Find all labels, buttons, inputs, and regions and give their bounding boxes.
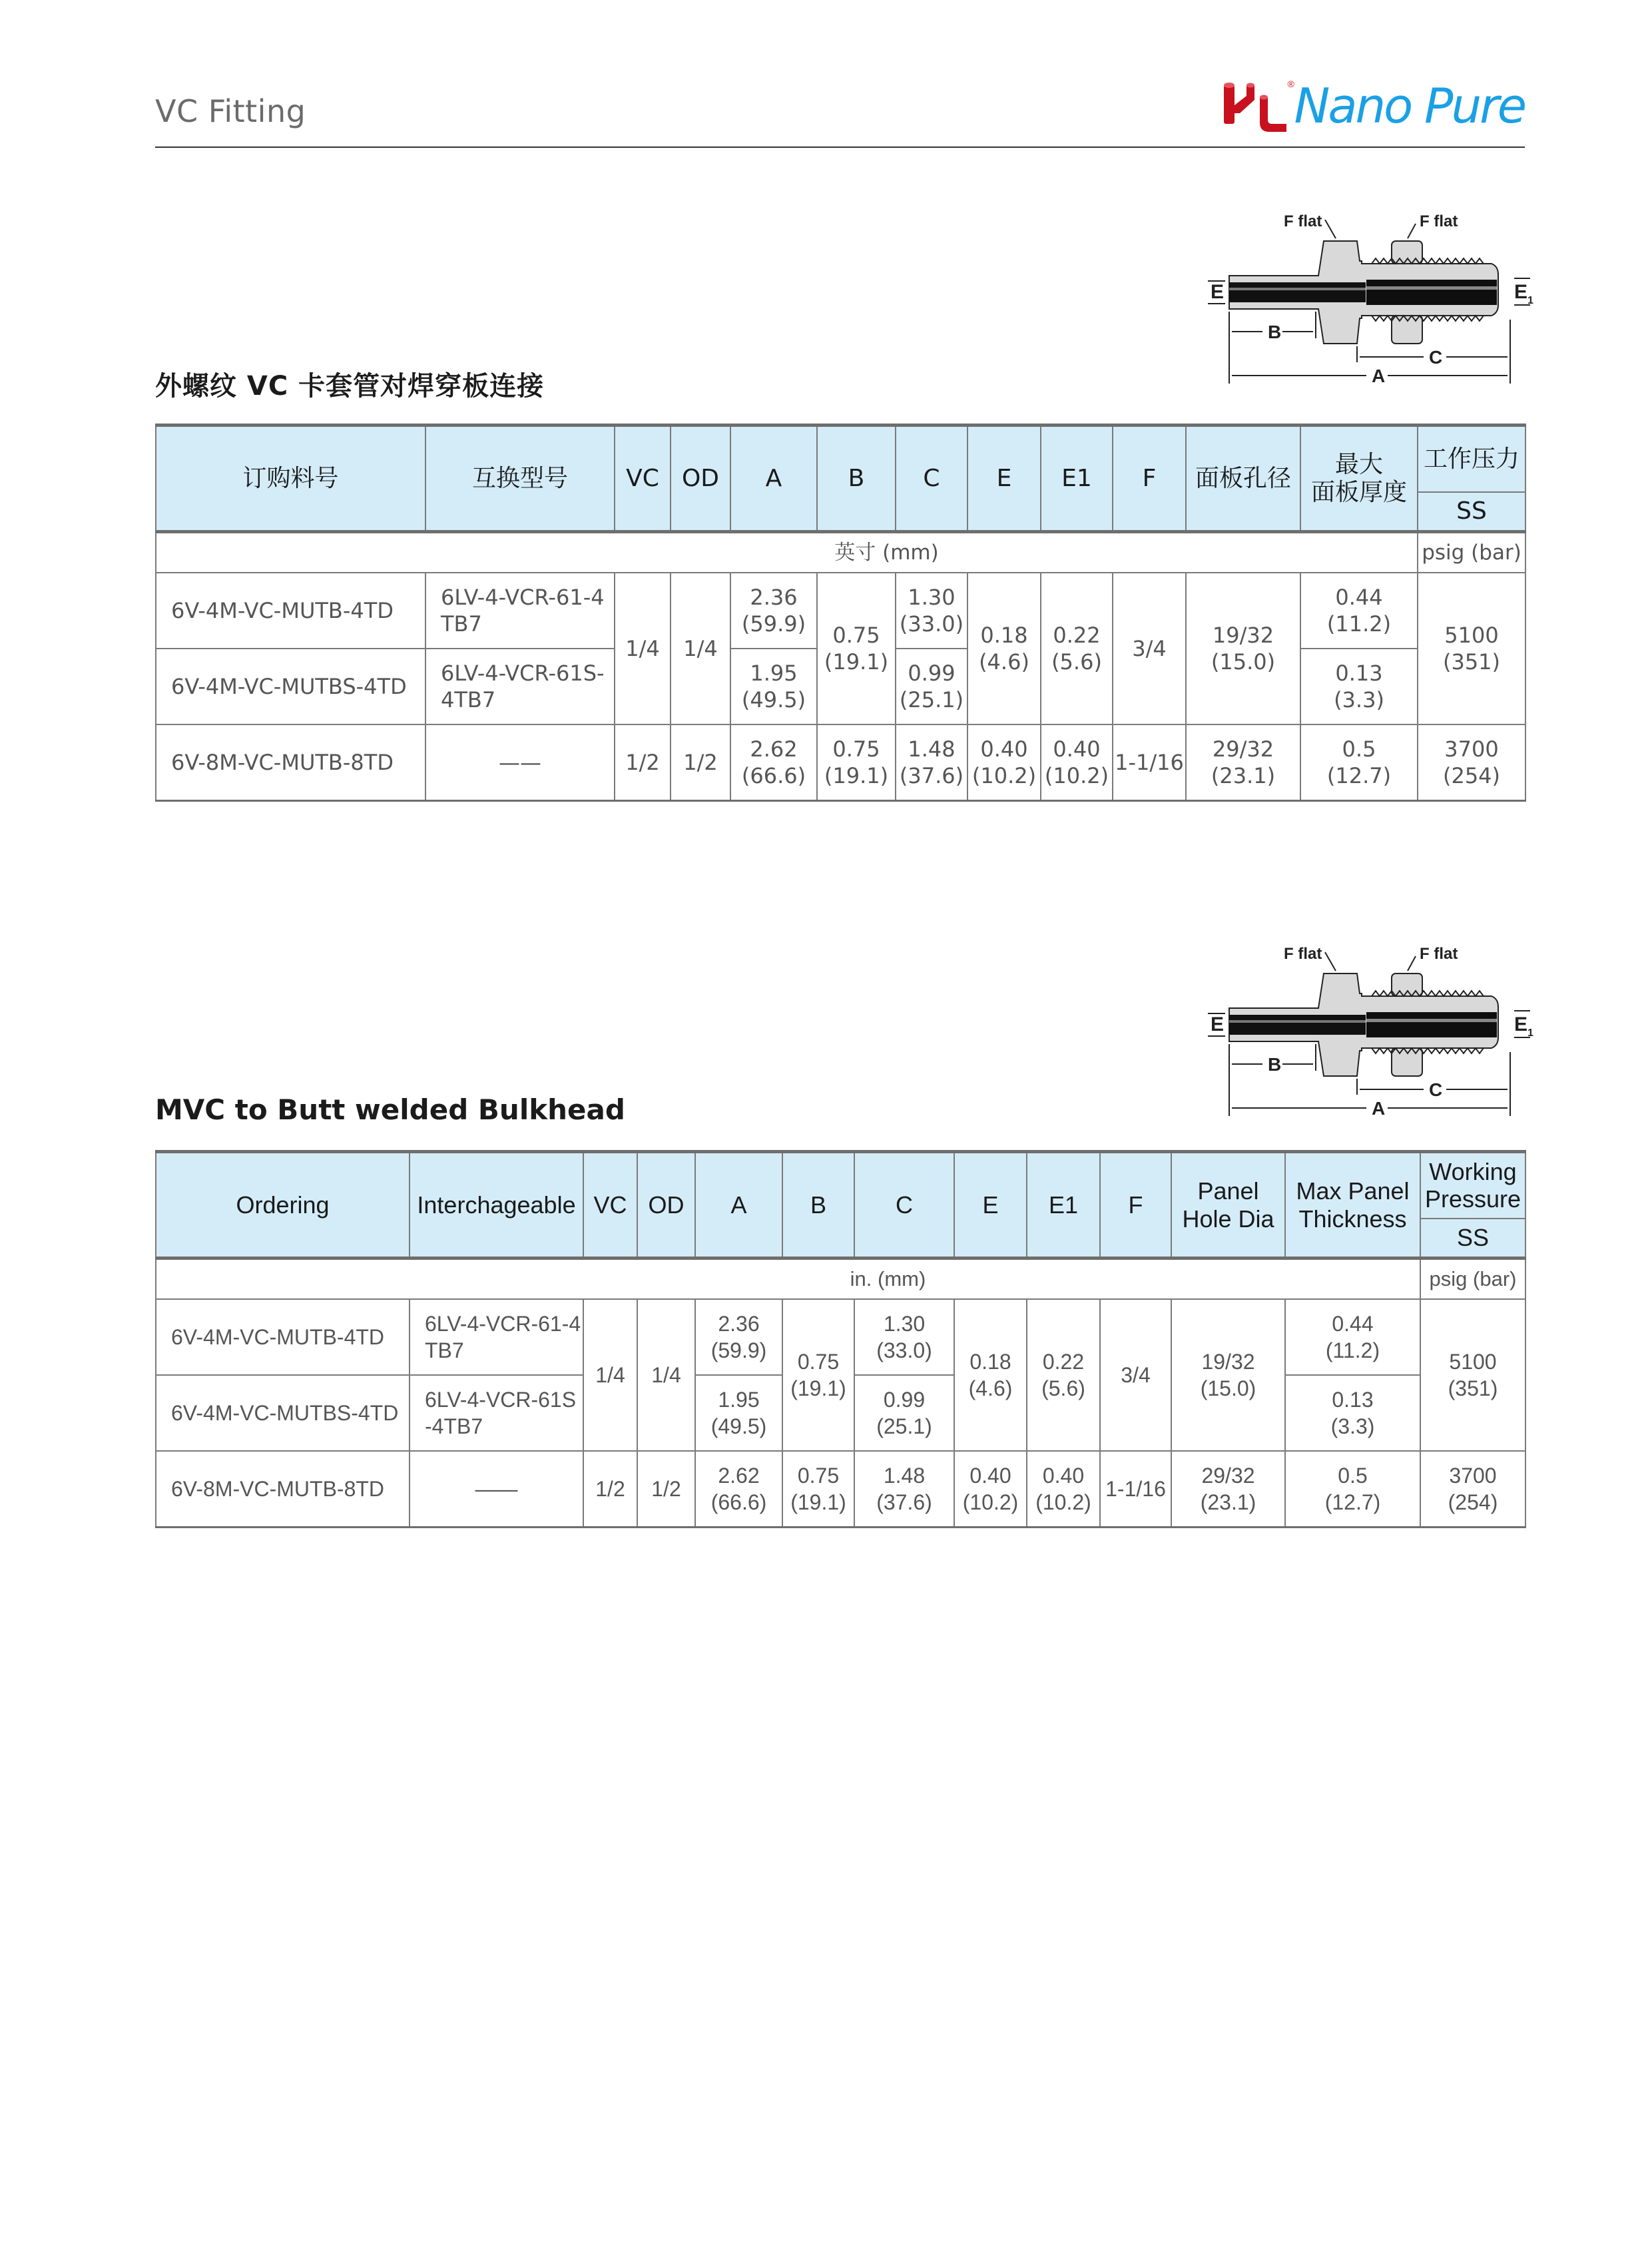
table-row [156, 573, 1525, 649]
e1-cell: 0.40 (10.2) [1041, 724, 1113, 800]
interchangeable-cell: 6LV-4-VCR-61-4TB7 [410, 1299, 583, 1375]
f-cell: 1-1/16 [1100, 1451, 1171, 1527]
col-header-od: OD [637, 1152, 695, 1259]
a-cell: 2.36 (59.9) [730, 573, 817, 649]
pressure-cell: 5100 (351) [1420, 1299, 1525, 1451]
col-header-f: F [1113, 425, 1186, 532]
vc-cell: 1/4 [615, 573, 671, 724]
col-header-b: B [817, 425, 896, 532]
col-header-interchangeable: 互换型号 [425, 425, 615, 532]
col-header-vc: VC [615, 425, 671, 532]
col-header-pressure: Working Pressure [1420, 1152, 1525, 1219]
b-cell: 0.75 (19.1) [817, 573, 896, 724]
col-header-e: E [967, 425, 1041, 532]
vc-cell: 1/2 [615, 724, 671, 800]
od-cell: 1/2 [637, 1451, 695, 1527]
col-header-e1: E1 [1041, 425, 1113, 532]
e1-cell: 0.22 (5.6) [1027, 1299, 1100, 1451]
max-panel-cell: 0.13 (3.3) [1285, 1375, 1420, 1451]
dim-e-label: E [1211, 1013, 1225, 1035]
unit-pressure: psig (bar) [1420, 1259, 1525, 1300]
f-flat-label-left: F flat [1284, 945, 1322, 963]
dim-e1-subscript: 1 [1527, 295, 1533, 306]
table-row [156, 1451, 1525, 1527]
e1-cell: 0.40 (10.2) [1027, 1451, 1100, 1527]
f-cell: 1-1/16 [1113, 724, 1186, 800]
e-cell: 0.40 (10.2) [954, 1451, 1027, 1527]
table-row [156, 1299, 1525, 1375]
col-header-a: A [695, 1152, 782, 1259]
col-header-pressure-ss: SS [1420, 1219, 1525, 1259]
unit-pressure: psig (bar) [1418, 532, 1525, 573]
section-title-cn: 外螺纹 VC 卡套管对焊穿板连接 [155, 371, 545, 402]
b-cell: 0.75 (19.1) [817, 724, 896, 800]
ordering-cell: 6V-4M-VC-MUTBS-4TD [156, 1375, 410, 1451]
spec-table-en [155, 1150, 1526, 1528]
c-cell: 1.30 (33.0) [854, 1299, 954, 1375]
interchangeable-cell: —— [410, 1451, 583, 1527]
e-cell: 0.40 (10.2) [967, 724, 1041, 800]
interchangeable-cell: 6LV-4-VCR-61-4TB7 [425, 573, 615, 649]
fitting-diagram-1 [1185, 200, 1531, 386]
dim-b-label: B [1268, 1054, 1282, 1075]
dim-a-label: A [1372, 366, 1386, 386]
od-cell: 1/2 [671, 724, 730, 800]
dim-b-label: B [1268, 322, 1282, 342]
f-cell: 3/4 [1113, 573, 1186, 724]
a-cell: 2.36 (59.9) [695, 1299, 782, 1375]
ordering-cell: 6V-8M-VC-MUTB-8TD [156, 724, 425, 800]
col-header-max-panel: Max Panel Thickness [1285, 1152, 1420, 1259]
b-cell: 0.75 (19.1) [782, 1451, 854, 1527]
ordering-cell: 6V-4M-VC-MUTB-4TD [156, 1299, 410, 1375]
page-title: VC Fitting [155, 93, 306, 129]
interchangeable-cell: 6LV-4-VCR-61S-4TB7 [410, 1375, 583, 1451]
unit-dims [156, 1259, 1420, 1300]
panel-hole-cell: 19/32 (15.0) [1171, 1299, 1285, 1451]
pressure-cell: 3700 (254) [1420, 1451, 1525, 1527]
col-header-od: OD [671, 425, 730, 532]
col-header-e: E [954, 1152, 1027, 1259]
dim-e1-label: E [1514, 1013, 1528, 1035]
f-flat-label-left: F flat [1284, 212, 1322, 230]
dim-e1-label: E [1514, 281, 1528, 303]
dim-e-label: E [1211, 281, 1225, 303]
header-divider [155, 146, 1525, 148]
dim-c-label: C [1429, 1079, 1443, 1100]
e-cell: 0.18 (4.6) [967, 573, 1041, 724]
max-panel-cell: 0.13 (3.3) [1300, 649, 1418, 724]
col-header-c: C [854, 1152, 954, 1259]
max-panel-cell: 0.5 (12.7) [1285, 1451, 1420, 1527]
interchangeable-cell: —— [425, 724, 615, 800]
col-header-b: B [782, 1152, 854, 1259]
c-cell: 1.48 (37.6) [854, 1451, 954, 1527]
dim-c-label: C [1429, 347, 1443, 368]
e1-cell: 0.22 (5.6) [1041, 573, 1113, 724]
od-cell: 1/4 [671, 573, 730, 724]
col-header-ordering: 订购料号 [156, 425, 425, 532]
section-title-en: MVC to Butt welded Bulkhead [155, 1093, 625, 1126]
col-header-interchangeable: Interchageable [410, 1152, 583, 1259]
c-cell: 0.99 (25.1) [896, 649, 967, 724]
unit-dims-text: 英寸 (mm) [834, 540, 939, 565]
kl-logo-icon [1220, 76, 1293, 136]
pressure-cell: 5100 (351) [1418, 573, 1525, 724]
max-panel-cell: 0.44 (11.2) [1300, 573, 1418, 649]
ordering-cell: 6V-8M-VC-MUTB-8TD [156, 1451, 410, 1527]
unit-dims [156, 532, 1418, 573]
a-cell: 2.62 (66.6) [730, 724, 817, 800]
col-header-f: F [1100, 1152, 1171, 1259]
ordering-cell: 6V-4M-VC-MUTB-4TD [156, 573, 425, 649]
col-header-panel-hole: Panel Hole Dia [1171, 1152, 1285, 1259]
col-header-panel-hole: 面板孔径 [1186, 425, 1300, 532]
vc-cell: 1/4 [583, 1299, 637, 1451]
e-cell: 0.18 (4.6) [954, 1299, 1027, 1451]
interchangeable-cell: 6LV-4-VCR-61S-4TB7 [425, 649, 615, 724]
a-cell: 1.95 (49.5) [730, 649, 817, 724]
b-cell: 0.75 (19.1) [782, 1299, 854, 1451]
panel-hole-cell: 29/32 (23.1) [1171, 1451, 1285, 1527]
col-header-max-panel: 最大 面板厚度 [1300, 425, 1418, 532]
ordering-cell: 6V-4M-VC-MUTBS-4TD [156, 649, 425, 724]
col-header-a: A [730, 425, 817, 532]
max-panel-cell: 0.5 (12.7) [1300, 724, 1418, 800]
f-flat-label-right: F flat [1420, 945, 1458, 963]
col-header-c: C [896, 425, 967, 532]
panel-hole-cell: 19/32 (15.0) [1186, 573, 1300, 724]
c-cell: 1.30 (33.0) [896, 573, 967, 649]
col-header-pressure: 工作压力 [1418, 425, 1525, 492]
table-row [156, 724, 1525, 800]
a-cell: 2.62 (66.6) [695, 1451, 782, 1527]
pressure-cell: 3700 (254) [1418, 724, 1525, 800]
col-header-e1: E1 [1027, 1152, 1100, 1259]
od-cell: 1/4 [637, 1299, 695, 1451]
col-header-pressure-ss: SS [1418, 492, 1525, 532]
a-cell: 1.95 (49.5) [695, 1375, 782, 1451]
fitting-diagram-2 [1185, 932, 1531, 1119]
brand-name: Nano Pure [1294, 78, 1525, 134]
f-cell: 3/4 [1100, 1299, 1171, 1451]
dim-e1-subscript: 1 [1527, 1027, 1533, 1039]
col-header-ordering: Ordering [156, 1152, 410, 1259]
c-cell: 0.99 (25.1) [854, 1375, 954, 1451]
f-flat-label-right: F flat [1420, 212, 1458, 230]
registered-mark: ® [1287, 79, 1294, 89]
brand-logo [1220, 69, 1525, 142]
col-header-vc: VC [583, 1152, 637, 1259]
spec-table-cn [155, 423, 1526, 802]
c-cell: 1.48 (37.6) [896, 724, 967, 800]
panel-hole-cell: 29/32 (23.1) [1186, 724, 1300, 800]
max-panel-cell: 0.44 (11.2) [1285, 1299, 1420, 1375]
dim-a-label: A [1372, 1098, 1386, 1119]
page-header [155, 80, 1525, 148]
vc-cell: 1/2 [583, 1451, 637, 1527]
unit-dims-text: in. (mm) [850, 1266, 926, 1290]
